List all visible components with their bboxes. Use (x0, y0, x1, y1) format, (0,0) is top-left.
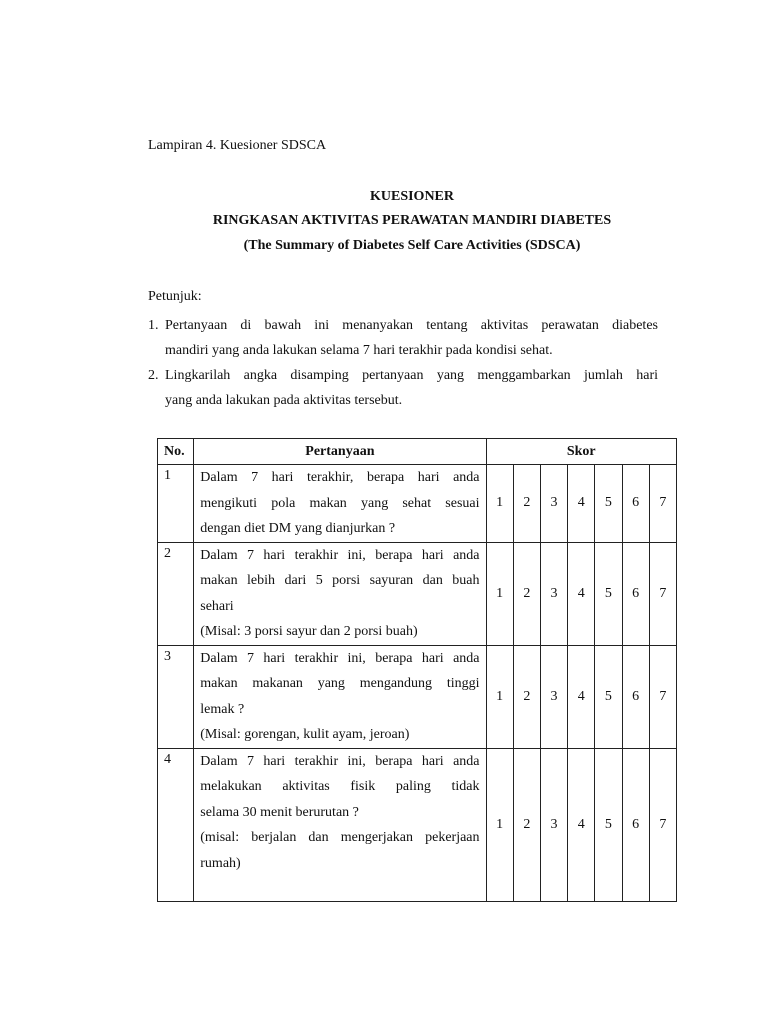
row-number: 3 (158, 645, 194, 748)
question-line: rumah) (200, 855, 241, 871)
score-option[interactable]: 7 (649, 748, 676, 901)
table-header-row (158, 439, 677, 465)
question-line: Dalam 7 hari terakhir ini, berapa hari anda (200, 547, 480, 563)
question-line: Dalam 7 hari terakhir ini, berapa hari anda (200, 753, 480, 769)
question-cell (194, 465, 486, 543)
score-option[interactable]: 4 (568, 542, 595, 645)
row-number: 1 (158, 465, 194, 543)
score-option[interactable]: 3 (540, 465, 567, 543)
score-option[interactable]: 5 (595, 465, 622, 543)
score-option[interactable]: 7 (649, 645, 676, 748)
question-line: (misal: berjalan dan mengerjakan pekerjaan (200, 830, 480, 845)
instruction-item (148, 313, 658, 363)
score-option[interactable]: 6 (622, 748, 649, 901)
score-option[interactable]: 1 (486, 465, 513, 543)
header-no: No. (158, 439, 194, 465)
instruction-text-line: mandiri yang anda lakukan selama 7 hari terakhir pada kondisi sehat. (165, 343, 553, 358)
question-line: melakukan aktivitas fisik paling tidak (200, 779, 480, 794)
question-line: Dalam 7 hari terakhir, berapa hari anda (200, 470, 480, 485)
question-line: (Misal: gorengan, kulit ayam, jeroan) (200, 727, 410, 742)
document-subtitle: RINGKASAN AKTIVITAS PERAWATAN MANDIRI DIABETES (212, 213, 612, 228)
score-option[interactable]: 4 (568, 748, 595, 901)
question-line: (Misal: 3 porsi sayur dan 2 porsi buah) (200, 624, 418, 639)
question-line: makan makanan yang mengandung tinggi (200, 676, 480, 691)
question-cell (194, 542, 486, 645)
score-option[interactable]: 3 (540, 645, 567, 748)
question-cell (194, 645, 486, 748)
instruction-text-line: Pertanyaan di bawah ini menanyakan tentang aktivitas perawatan diabetes (165, 318, 658, 333)
instruction-item (148, 363, 658, 413)
question-line: selama 30 menit berurutan ? (200, 804, 359, 820)
instruction-number: 2. (148, 368, 159, 383)
instruction-text-line: Lingkarilah angka disamping pertanyaan yang menggambarkan jumlah hari (165, 368, 658, 383)
header-question: Pertanyaan (194, 439, 486, 465)
question-line: Dalam 7 hari terakhir ini, berapa hari anda (200, 650, 480, 666)
instructions-label: Petunjuk: (148, 289, 202, 304)
score-option[interactable]: 2 (513, 645, 540, 748)
score-option[interactable]: 3 (540, 542, 567, 645)
document-subtitle-english: (The Summary of Diabetes Self Care Activities (SDSCA) (243, 238, 581, 253)
score-option[interactable]: 4 (568, 465, 595, 543)
score-option[interactable]: 3 (540, 748, 567, 901)
score-option[interactable]: 1 (486, 645, 513, 748)
score-option[interactable]: 6 (622, 645, 649, 748)
table-row (158, 645, 677, 748)
score-option[interactable]: 5 (595, 645, 622, 748)
question-cell (194, 748, 486, 901)
row-number: 4 (158, 748, 194, 901)
appendix-label: Lampiran 4. Kuesioner SDSCA (148, 138, 327, 153)
question-line: dengan diet DM yang dianjurkan ? (200, 521, 396, 536)
score-option[interactable]: 2 (513, 465, 540, 543)
document-title: KUESIONER (369, 189, 455, 204)
score-option[interactable]: 7 (649, 542, 676, 645)
score-option[interactable]: 6 (622, 465, 649, 543)
score-option[interactable]: 6 (622, 542, 649, 645)
question-line: makan lebih dari 5 porsi sayuran dan buah (200, 573, 480, 588)
score-option[interactable]: 5 (595, 542, 622, 645)
instruction-text-line: yang anda lakukan pada aktivitas tersebut. (165, 393, 403, 408)
row-number: 2 (158, 542, 194, 645)
table-row (158, 542, 677, 645)
question-line: mengikuti pola makan yang sehat sesuai (200, 495, 480, 511)
question-line: sehari (200, 598, 234, 614)
score-option[interactable]: 2 (513, 542, 540, 645)
table-row (158, 748, 677, 901)
table-row (158, 465, 677, 543)
score-option[interactable]: 1 (486, 748, 513, 901)
question-line: lemak ? (200, 701, 245, 717)
score-option[interactable]: 5 (595, 748, 622, 901)
score-option[interactable]: 4 (568, 645, 595, 748)
header-score: Skor (486, 439, 676, 465)
instruction-number: 1. (148, 318, 159, 333)
score-option[interactable]: 1 (486, 542, 513, 645)
questionnaire-table (157, 438, 677, 902)
score-option[interactable]: 7 (649, 465, 676, 543)
score-option[interactable]: 2 (513, 748, 540, 901)
